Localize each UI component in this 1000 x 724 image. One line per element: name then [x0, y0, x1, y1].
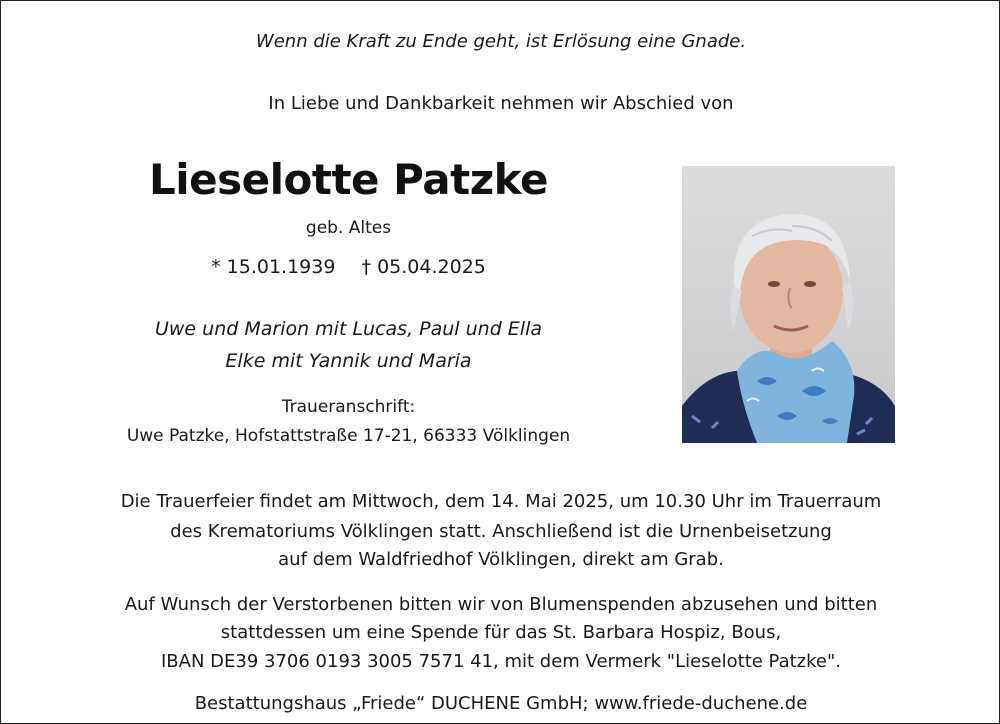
mourner-line: Uwe und Marion mit Lucas, Paul und Ella [154, 318, 542, 340]
ceremony-line: auf dem Waldfriedhof Völklingen, direkt am Grab. [278, 549, 724, 570]
maiden-name: geb. Altes [305, 218, 392, 238]
portrait-photo [682, 166, 895, 443]
address-value: Uwe Patzke, Hofstattstraße 17-21, 66333 Völklingen [126, 426, 571, 446]
address-label: Traueranschrift: [281, 397, 416, 417]
donation-line: stattdessen um eine Spende für das St. Barbara Hospiz, Bous, [220, 622, 782, 643]
funeral-home-footer: Bestattungshaus „Friede“ DUCHENE GmbH; www.friede-duchene.de [194, 693, 808, 714]
donation-line: IBAN DE39 3706 0193 3005 7571 41, mit dem Vermerk "Lieselotte Patzke". [161, 651, 841, 672]
mourner-line: Elke mit Yannik und Maria [225, 350, 472, 372]
ceremony-line: des Krematoriums Völklingen statt. Anschließend ist die Urnenbeisetzung [170, 521, 832, 542]
birth-date: * 15.01.1939 [211, 256, 336, 278]
deceased-name: Lieselotte Patzke [149, 155, 548, 204]
intro-text: In Liebe und Dankbarkeit nehmen wir Abschied von [268, 93, 734, 114]
motto: Wenn die Kraft zu Ende geht, ist Erlösung eine Gnade. [255, 31, 747, 52]
death-date: † 05.04.2025 [361, 256, 486, 278]
life-dates [91, 256, 606, 278]
ceremony-line: Die Trauerfeier findet am Mittwoch, dem 14. Mai 2025, um 10.30 Uhr im Trauerraum [120, 491, 882, 512]
donation-line: Auf Wunsch der Verstorbenen bitten wir von Blumenspenden abzusehen und bitten [124, 594, 878, 615]
